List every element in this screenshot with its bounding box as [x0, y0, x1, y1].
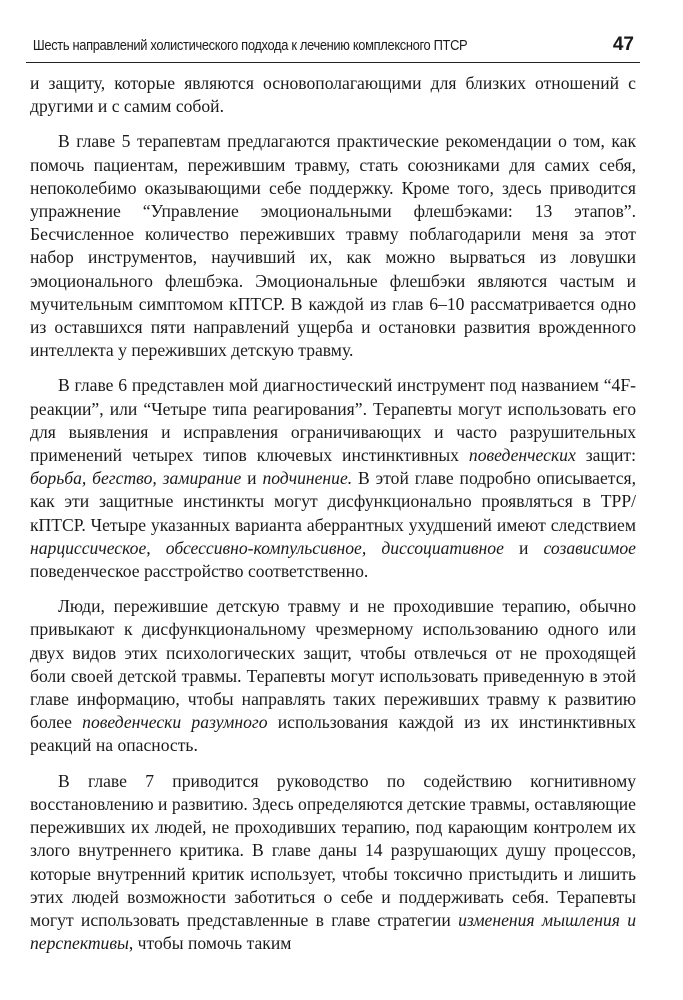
- paragraph-1: [30, 72, 636, 118]
- paragraph-4-text-1: Люди, пережившие детскую травму и не проходившие терапию, обычно привыкают к дисфункциональному чрезмерному использованию одного или двух видов этих психологических защит, чтобы отвлечься от не проходящей боли своей детской травмы. Терапевты могут использовать приведенную в этой главе информацию, чтобы направлять таких переживших травму к развитию более: [30, 596, 636, 733]
- paragraph-3: [30, 374, 636, 583]
- paragraph-3-emphasis-4: нарциссическое, обсессивно-компульсивное, диссоциативное: [30, 537, 504, 558]
- paragraph-2-text: В главе 5 терапевтам предлагаются практические рекомендации о том, как помочь пациентам, пережившим травму, стать союзниками для самих себя, непоколебимо оказывающими себе поддержку. Кроме того, здесь приводится упражнение “Управление эмоциональными флешбэками: 13 этапов”. Бесчисленное количество переживших травму поблагодарили меня за этот набор инструментов, научивший их, как можно вырваться из ловушки эмоционального флешбэка. Эмоциональные флешбэки являются частым и мучительным симптомом кПТСР. В каждой из глав 6–10 рассматривается одно из оставшихся пяти направлений ущерба и остановки развития врожденного интеллекта у переживших детскую травму.: [30, 131, 636, 361]
- paragraph-3-text-6: поведенческое расстройство соответственно.: [30, 561, 369, 582]
- page-number: 47: [612, 34, 634, 55]
- paragraph-5-text-1: В главе 7 приводится руководство по содействию когнитивному восстановлению и развитию. Здесь определяются детские травмы, оставляющие переживших их людей, не проходивших терапию, под карающим контролем их злого внутреннего критика. В главе даны 14 разрушающих душу процессов, которые внутренний критик использует, чтобы токсично пристыдить и лишить этих людей возможности заботиться о себе и поддерживать себя. Терапевты могут использовать представленные в главе стратегии: [30, 770, 636, 930]
- paragraph-3-emphasis-2: борьба, бегство, замирание: [30, 468, 242, 489]
- header-title: Шесть направлений холистического подхода к лечению комплексного ПТСР: [32, 36, 468, 54]
- body-text: [30, 72, 636, 955]
- paragraph-4-emphasis-1: поведенчески разумного: [82, 712, 268, 733]
- paragraph-5-text-2: , чтобы помочь таким: [128, 933, 292, 954]
- paragraph-3-text-2: защит:: [575, 445, 636, 466]
- paragraph-3-emphasis-3: подчинение.: [262, 468, 353, 489]
- paragraph-4: [30, 595, 636, 757]
- paragraph-3-text-1: В главе 6 представлен мой диагностический инструмент под названием “4F-реакции”, или “Четыре типа реагирования”. Терапевты могут использовать его для выявления и исправления ограничивающих и часто разрушительных применений четырех типов ключевых инстинктивных: [30, 375, 636, 466]
- paragraph-3-text-5: и: [503, 537, 544, 558]
- paragraph-3-text-3: и: [241, 468, 263, 489]
- paragraph-5: [30, 770, 636, 956]
- paragraph-4-text-2: использования каждой из их инстинктивных реакций на опасность.: [30, 712, 637, 756]
- running-header: [26, 28, 640, 63]
- paragraph-3-text-4: В этой главе подробно описывается, как эти защитные инстинкты могут дисфункционально проявляться в ТРР/кПТСР. Четыре указанных варианта аберрантных ухудшений имеют следствием: [30, 468, 636, 535]
- paragraph-5-emphasis-1: изменения мышления и перспективы: [30, 909, 637, 954]
- paragraph-3-emphasis-1: поведенческих: [468, 445, 576, 466]
- paragraph-3-emphasis-5: созависимое: [543, 537, 636, 558]
- paragraph-1-text: и защиту, которые являются основополагающими для близких отношений с другими и с самим собой.: [30, 73, 636, 117]
- paragraph-2: [30, 130, 636, 362]
